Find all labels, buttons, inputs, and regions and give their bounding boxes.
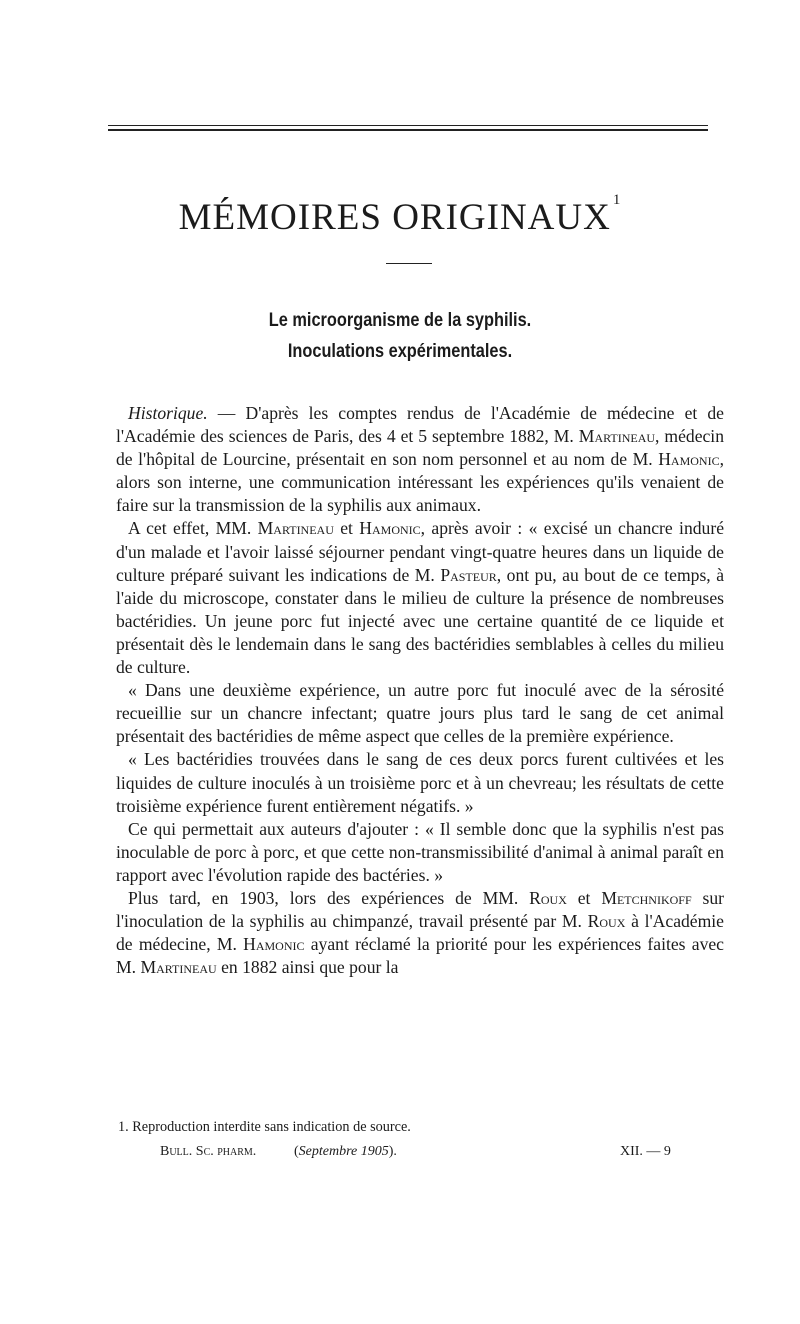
header-rule-bottom (108, 129, 708, 131)
text-run: , alors son interne, une communication intéressant les expériences qu'ils venaient de faire sur la transmission de la syphilis aux animaux. (116, 449, 724, 516)
author-name: Hamonic (658, 449, 720, 470)
text-run: ayant réclamé la priorité pour les expériences faites avec M. (116, 934, 724, 978)
article-title-line1: Le microorganisme de la syphilis. (268, 310, 532, 331)
author-name: Martineau (257, 518, 334, 539)
text-run: sur l'inoculation de la syphilis au chimpanzé, travail présenté par M. (116, 887, 725, 932)
author-name: Hamonic (359, 518, 421, 539)
title-divider (386, 263, 432, 264)
text-run: et (333, 518, 360, 539)
section-title-text: MÉMOIRES ORIGINAUX (178, 197, 611, 238)
text-run: A cet effet, MM. (128, 518, 258, 539)
footnote-marker: 1 (612, 192, 622, 208)
paragraph-historique (116, 402, 724, 517)
section-title (0, 192, 800, 239)
author-name: Roux (587, 911, 626, 932)
text-run: en 1882 ainsi que pour la (216, 957, 399, 978)
article-title-line2: Inoculations expérimentales. (287, 341, 513, 362)
text-run: — D'après les comptes rendus de l'Académie de médecine et de l'Académie des sciences de Paris, des 4 et 5 septembre 1882, M. (116, 403, 724, 447)
issue-date-text: Septembre 1905 (298, 1144, 389, 1159)
issue-date: (Septembre 1905). (294, 1144, 397, 1159)
text-run: , médecin de l'hôpital de Lourcine, présentait en son nom personnel et au nom de M. (116, 426, 724, 470)
article-body (116, 402, 724, 979)
historique-heading: Historique. (128, 403, 208, 423)
author-name: Martineau (140, 957, 217, 978)
page-number: XII. — 9 (620, 1144, 671, 1159)
text-run: , ont pu, au bout de ce temps, à l'aide du microscope, constater dans le milieu de culture la présence de nombreuses bactéridies. Un jeune porc fut injecté avec une certaine quantité de ce liquide et présentait dès le lendemain dans le sang des bactéridies semblables à celles du milieu de culture. (116, 564, 724, 678)
footnote: 1. Reproduction interdite sans indication de source. (118, 1119, 411, 1135)
author-name: Pasteur (440, 564, 497, 585)
text-run: , après avoir : « excisé un chancre induré d'un malade et l'avoir laissé séjourner pendant vingt-quatre heures dans un liquide de culture préparé suivant les indications de M. (116, 518, 725, 585)
author-name: Martineau (578, 426, 656, 447)
journal-abbrev: Bull. Sc. pharm. (160, 1144, 257, 1159)
text-run: et (566, 887, 602, 908)
text-run: Plus tard, en 1903, lors des expériences de MM. (128, 887, 530, 908)
paragraph-4: « Les bactéridies trouvées dans le sang de ces deux porcs furent cultivées et les liquides de culture inoculés à un troisième porc et à un chevreau; les résultats de cette troisième expérience furent entièrement négatifs. » (116, 749, 724, 816)
paragraph-5: Ce qui permettait aux auteurs d'ajouter : « Il semble donc que la syphilis n'est pas inoculable de porc à porc, et que cette non-transmissibilité d'animal à animal paraît en rapport avec l'évolution rapide des bactéries. » (116, 818, 724, 885)
header-rule-top (108, 125, 708, 126)
author-name: Metchnikoff (601, 887, 692, 908)
text-run: à l'Académie de médecine, M. (116, 911, 724, 955)
paragraph-3: « Dans une deuxième expérience, un autre porc fut inoculé avec de la sérosité recueillie sur un chancre infectant; quatre jours plus tard le sang de cet animal présentait des bactéridies de même aspect que celles de la première expérience. (116, 680, 724, 747)
paragraph-6 (116, 887, 724, 979)
author-name: Roux (529, 887, 567, 908)
paragraph-2 (116, 517, 724, 679)
author-name: Hamonic (243, 934, 305, 955)
